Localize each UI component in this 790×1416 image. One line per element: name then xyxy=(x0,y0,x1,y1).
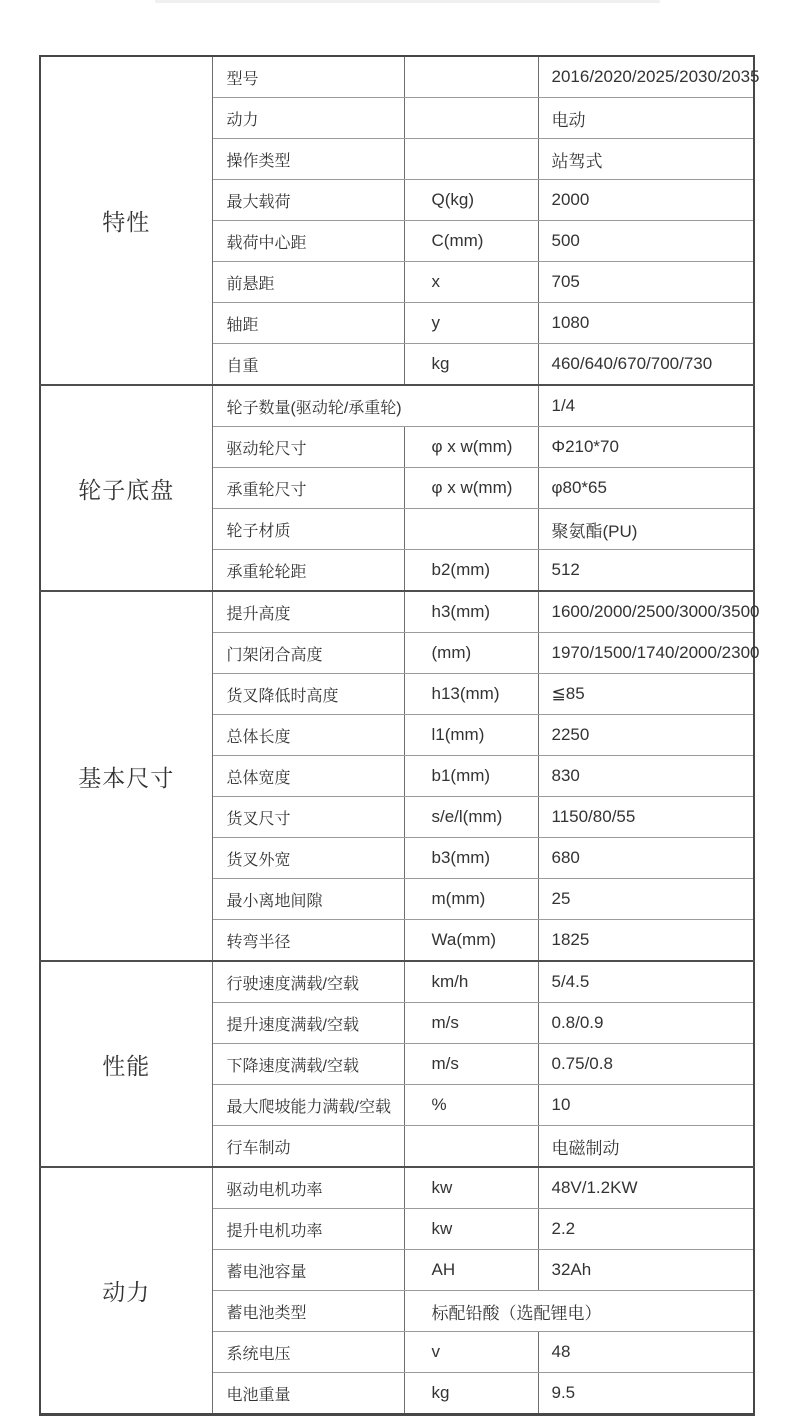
row-unit: m(mm) xyxy=(404,879,538,920)
spec-row xyxy=(40,591,754,633)
row-label: 轴距 xyxy=(212,303,404,344)
row-label: 最大载荷 xyxy=(212,180,404,221)
row-value: Φ210*70 xyxy=(538,427,754,468)
row-value: 10 xyxy=(538,1085,754,1126)
row-label: 提升速度满载/空载 xyxy=(212,1003,404,1044)
spec-table xyxy=(39,55,760,1416)
row-unit: kw xyxy=(404,1167,538,1209)
row-label: 驱动轮尺寸 xyxy=(212,427,404,468)
row-label: 自重 xyxy=(212,344,404,386)
section-label: 动力 xyxy=(40,1167,212,1415)
row-value: 2016/2020/2025/2030/2035 xyxy=(538,56,754,98)
row-value: 705 xyxy=(538,262,754,303)
row-value: 站驾式 xyxy=(538,139,754,180)
row-label: 总体宽度 xyxy=(212,756,404,797)
spec-row xyxy=(40,961,754,1003)
row-value: 聚氨酯(PU) xyxy=(538,509,754,550)
row-label: 行驶速度满载/空载 xyxy=(212,961,404,1003)
spec-row xyxy=(40,385,754,427)
row-value: 1825 xyxy=(538,920,754,962)
row-unit: φ x w(mm) xyxy=(404,427,538,468)
row-label: 总体长度 xyxy=(212,715,404,756)
row-value: 1600/2000/2500/3000/3500 xyxy=(538,591,754,633)
row-value: 32Ah xyxy=(538,1250,754,1291)
row-value: 460/640/670/700/730 xyxy=(538,344,754,386)
top-strip-decoration xyxy=(155,0,660,3)
row-label: 转弯半径 xyxy=(212,920,404,962)
row-unit xyxy=(404,509,538,550)
row-unit: h3(mm) xyxy=(404,591,538,633)
row-value: 电磁制动 xyxy=(538,1126,754,1168)
row-value: 1150/80/55 xyxy=(538,797,754,838)
row-value: φ80*65 xyxy=(538,468,754,509)
row-unit: Q(kg) xyxy=(404,180,538,221)
row-value: 512 xyxy=(538,550,754,592)
row-value: 500 xyxy=(538,221,754,262)
section-label: 轮子底盘 xyxy=(40,385,212,591)
row-value: 0.8/0.9 xyxy=(538,1003,754,1044)
row-label: 下降速度满载/空载 xyxy=(212,1044,404,1085)
row-label: 系统电压 xyxy=(212,1332,404,1373)
row-label: 载荷中心距 xyxy=(212,221,404,262)
row-unit: s/e/l(mm) xyxy=(404,797,538,838)
row-unit xyxy=(404,139,538,180)
row-unit: m/s xyxy=(404,1003,538,1044)
section-label: 性能 xyxy=(40,961,212,1167)
row-label: 行车制动 xyxy=(212,1126,404,1168)
spec-row xyxy=(40,1167,754,1209)
row-unit: kg xyxy=(404,1373,538,1415)
row-unit: km/h xyxy=(404,961,538,1003)
row-unit: Wa(mm) xyxy=(404,920,538,962)
row-label: 最大爬坡能力满载/空载 xyxy=(212,1085,404,1126)
row-label: 前悬距 xyxy=(212,262,404,303)
row-label: 电池重量 xyxy=(212,1373,404,1415)
section-label: 基本尺寸 xyxy=(40,591,212,961)
row-label: 蓄电池类型 xyxy=(212,1291,404,1332)
row-unit: b2(mm) xyxy=(404,550,538,592)
row-value: 1080 xyxy=(538,303,754,344)
row-unit: C(mm) xyxy=(404,221,538,262)
row-value: 2250 xyxy=(538,715,754,756)
row-unit: m/s xyxy=(404,1044,538,1085)
row-label: 最小离地间隙 xyxy=(212,879,404,920)
row-unit xyxy=(404,98,538,139)
row-value: 48V/1.2KW xyxy=(538,1167,754,1209)
row-unit: % xyxy=(404,1085,538,1126)
row-value: 1970/1500/1740/2000/2300 xyxy=(538,633,754,674)
row-label: 货叉尺寸 xyxy=(212,797,404,838)
section-label: 特性 xyxy=(40,56,212,385)
spec-table-body xyxy=(40,56,760,1415)
row-value: 标配铅酸（选配锂电） xyxy=(404,1291,754,1332)
row-unit xyxy=(404,56,538,98)
row-label: 货叉降低时高度 xyxy=(212,674,404,715)
row-label: 轮子数量(驱动轮/承重轮) xyxy=(212,385,538,427)
row-value: 电动 xyxy=(538,98,754,139)
row-value: 1/4 xyxy=(538,385,754,427)
row-label: 提升高度 xyxy=(212,591,404,633)
row-unit: b1(mm) xyxy=(404,756,538,797)
row-unit: l1(mm) xyxy=(404,715,538,756)
row-value: 48 xyxy=(538,1332,754,1373)
row-unit: y xyxy=(404,303,538,344)
row-label: 驱动电机功率 xyxy=(212,1167,404,1209)
row-unit: kw xyxy=(404,1209,538,1250)
row-value: 2000 xyxy=(538,180,754,221)
row-value: 830 xyxy=(538,756,754,797)
row-label: 提升电机功率 xyxy=(212,1209,404,1250)
row-value: 0.75/0.8 xyxy=(538,1044,754,1085)
row-label: 轮子材质 xyxy=(212,509,404,550)
row-unit: v xyxy=(404,1332,538,1373)
row-unit: b3(mm) xyxy=(404,838,538,879)
row-unit: x xyxy=(404,262,538,303)
row-unit: AH xyxy=(404,1250,538,1291)
spec-row xyxy=(40,56,754,98)
row-value: 5/4.5 xyxy=(538,961,754,1003)
row-label: 货叉外宽 xyxy=(212,838,404,879)
row-value: 2.2 xyxy=(538,1209,754,1250)
row-value: 9.5 xyxy=(538,1373,754,1415)
row-value: 680 xyxy=(538,838,754,879)
row-value: ≦85 xyxy=(538,674,754,715)
row-label: 承重轮尺寸 xyxy=(212,468,404,509)
row-unit: kg xyxy=(404,344,538,386)
row-label: 操作类型 xyxy=(212,139,404,180)
row-value: 25 xyxy=(538,879,754,920)
row-label: 动力 xyxy=(212,98,404,139)
row-unit xyxy=(404,1126,538,1168)
row-label: 门架闭合高度 xyxy=(212,633,404,674)
row-unit: φ x w(mm) xyxy=(404,468,538,509)
row-label: 型号 xyxy=(212,56,404,98)
row-unit: (mm) xyxy=(404,633,538,674)
row-label: 蓄电池容量 xyxy=(212,1250,404,1291)
row-unit: h13(mm) xyxy=(404,674,538,715)
row-label: 承重轮轮距 xyxy=(212,550,404,592)
